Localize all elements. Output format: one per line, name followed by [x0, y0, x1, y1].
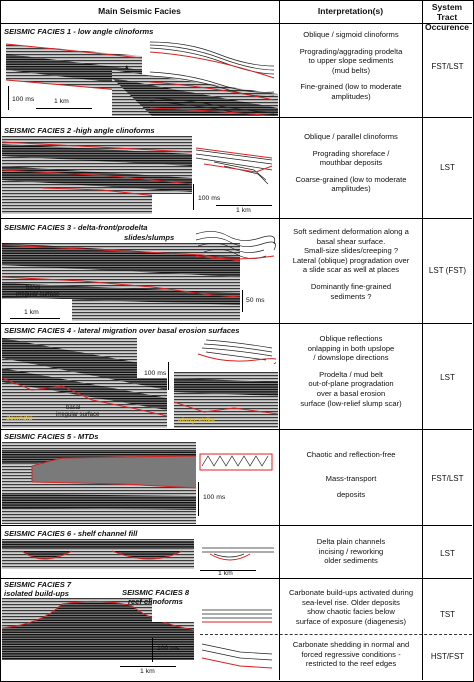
facies-8-title: SEISMIC FACIES 8	[122, 588, 190, 597]
facies-7-interpretation: Carbonate build-ups activated during sea-level rise. Older deposits show chaotic facies below surface of exposure (diagenesis)	[288, 588, 414, 626]
facies-3-vertical-scale: 50 ms	[246, 297, 265, 304]
facies-4-title: SEISMIC FACIES 4 - lateral migration over basal erosion surfaces	[4, 326, 240, 335]
facies-3-system-tract: LST (FST)	[428, 266, 467, 275]
facies-3-annotation-surface: irregular surface	[16, 292, 60, 298]
seismic-section-facies-2	[2, 136, 192, 214]
facies-6-interpretation: Delta plain channels incising / reworking older sediments	[316, 537, 386, 566]
facies-2-interpretation: Oblique / parallel clinoforms Prograding shoreface / mouthbar deposits Coarse-grained (low to moderate amplitudes)	[295, 132, 407, 194]
facies-1-marker: *	[125, 64, 129, 74]
facies-7-horizontal-scale: 1 km	[140, 668, 155, 675]
column-divider-2	[422, 0, 423, 680]
row-divider-1	[0, 117, 472, 118]
line-drawing-facies-4	[196, 334, 276, 370]
line-drawing-facies-6	[200, 544, 276, 566]
row-divider-5	[0, 525, 472, 526]
facies-7-title: SEISMIC FACIES 7	[4, 580, 72, 589]
facies-7-system-tract: TST	[439, 610, 456, 619]
header-divider	[0, 23, 472, 24]
row-divider-2	[0, 218, 472, 219]
facies-1-horizontal-scale: 1 km	[54, 98, 69, 105]
facies-6-system-tract: LST	[440, 549, 455, 558]
header-system-tract: System Tract Occurence	[425, 2, 469, 32]
facies-1-title: SEISMIC FACIES 1 - low angle clinoforms	[4, 27, 154, 36]
column-divider-1	[279, 0, 280, 680]
facies-4-label-downdip: downdip	[6, 415, 33, 422]
facies-4-annotation-surface: irregular surface	[56, 412, 100, 418]
line-drawing-facies-7	[200, 604, 274, 626]
facies-6-horizontal-scale: 1 km	[218, 570, 233, 577]
row-divider-3	[0, 323, 472, 324]
facies-8-system-tract: HST/FST	[430, 652, 465, 661]
line-drawing-facies-5	[198, 452, 274, 474]
facies-2-horizontal-scale: 1 km	[236, 207, 251, 214]
row-7-8-dashed-divider	[200, 634, 472, 635]
facies-4-annotation-basal: basal	[66, 405, 81, 411]
facies-5-system-tract: FST/LST	[431, 474, 464, 483]
header-interpretations: Interpretation(s)	[317, 6, 384, 16]
row-divider-6	[0, 578, 472, 579]
facies-2-vertical-scale: 100 ms	[198, 195, 221, 202]
facies-1-vertical-scale: 100 ms	[12, 96, 35, 103]
facies-3-horizontal-scale: 1 km	[24, 309, 39, 316]
row-divider-4	[0, 429, 472, 430]
line-drawing-facies-8	[200, 638, 274, 672]
facies-4-interpretation: Oblique reflections onlapping in both upslope / downslope directions Prodelta / mud belt out-of-plane progradation over a basal erosion surface (low-relief slump scar)	[300, 334, 402, 408]
facies-2-system-tract: LST	[440, 163, 455, 172]
facies-5-vertical-scale: 100 ms	[203, 494, 226, 501]
header-main-seismic-facies: Main Seismic Facies	[98, 6, 181, 16]
facies-4-label-along-strike: along-strike	[178, 417, 215, 424]
facies-4-system-tract: LST	[440, 373, 455, 382]
facies-7-vertical-scale: 100 ms	[157, 645, 180, 652]
facies-6-title: SEISMIC FACIES 6 - shelf channel fill	[4, 529, 138, 538]
facies-1-interpretation: Oblique / sigmoid clinoforms Prograding/aggrading prodelta to upper slope sediments (mud belts) Fine-grained (low to moderate amplitudes)	[299, 30, 403, 101]
facies-8-interpretation: Carbonate shedding in normal and forced regressive conditions - restricted to the reef edges	[292, 640, 410, 669]
facies-5-interpretation: Chaotic and reflection-free Mass-transport deposits	[306, 450, 396, 500]
facies-5-title: SEISMIC FACIES 5 - MTDs	[4, 432, 99, 441]
facies-8-subtitle: reef clinoforms	[128, 597, 183, 606]
facies-3-title-line-1: SEISMIC FACIES 3 - delta-front/prodelta	[4, 223, 148, 232]
line-drawing-facies-1	[148, 32, 276, 116]
seismic-section-facies-6	[2, 539, 194, 569]
facies-3-title-line-2: slides/slumps	[124, 233, 175, 242]
line-drawing-facies-3	[194, 226, 276, 266]
facies-3-annotation-basal: basal	[26, 285, 41, 291]
line-drawing-facies-2	[194, 140, 276, 186]
seismic-section-facies-5	[2, 442, 196, 524]
facies-2-title: SEISMIC FACIES 2 -high angle clinoforms	[4, 126, 155, 135]
facies-7-subtitle: isolated build-ups	[4, 589, 69, 598]
facies-4-vertical-scale: 100 ms	[144, 370, 167, 377]
facies-3-interpretation: Soft sediment deformation along a basal shear surface. Small-size slides/creeping ? Lateral (oblique) progradation over a slide scar as well at places Dominantly fine-grained sediments ?	[292, 227, 410, 301]
facies-1-system-tract: FST/LST	[431, 62, 464, 71]
